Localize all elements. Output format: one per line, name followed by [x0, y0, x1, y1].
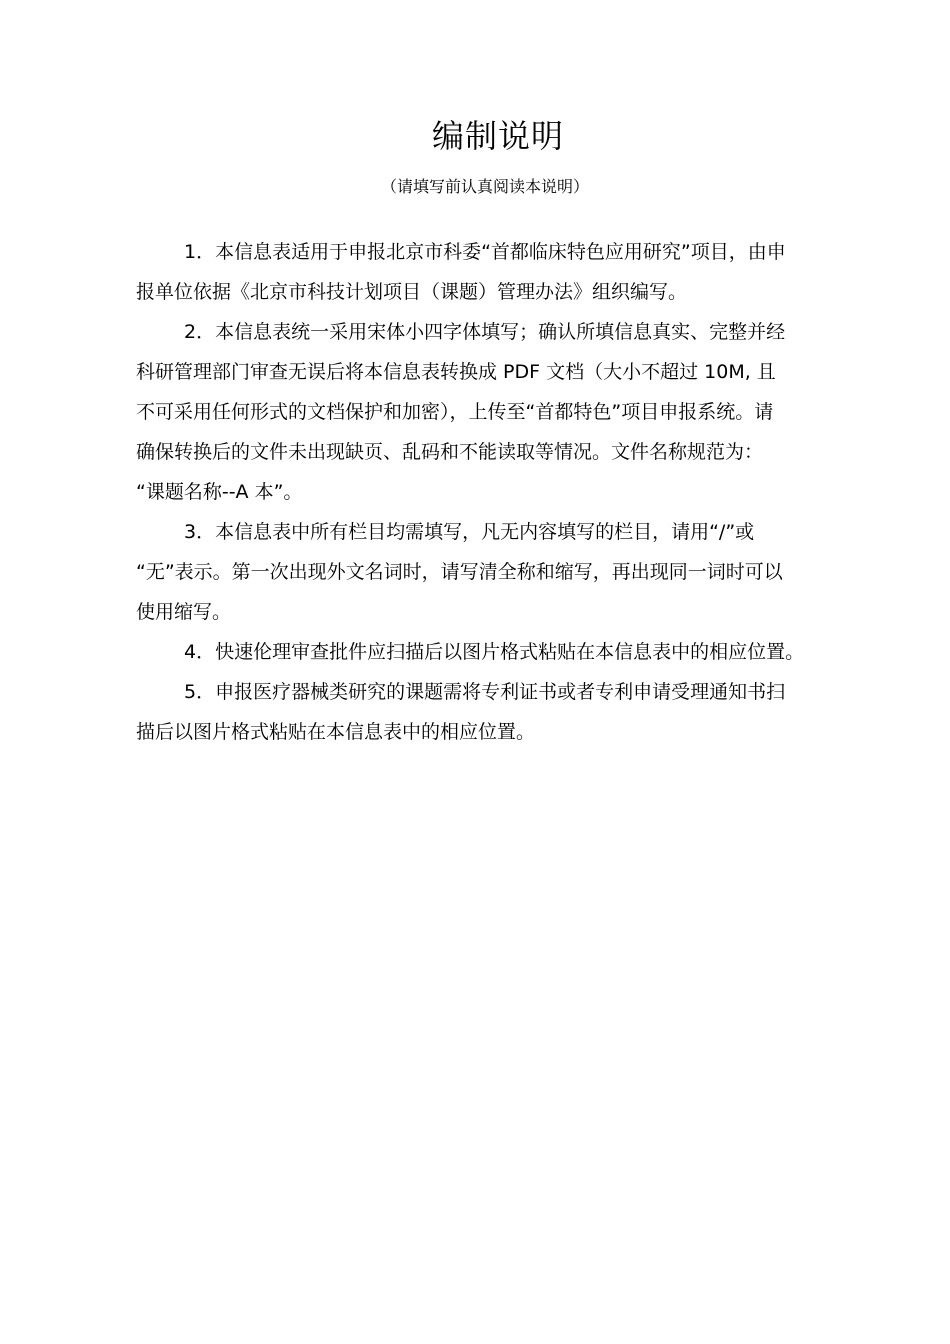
- instructions-body: [136, 232, 866, 752]
- instruction-item-4: 4．快速伦理审查批件应扫描后以图片格式粘贴在本信息表中的相应位置。: [184, 641, 805, 663]
- instruction-item-2: 2．本信息表统一采用宋体小四字体填写；确认所填信息真实、完整并经 科研管理部门审查无误后将本信息表转换成 PDF 文档（大小不超过 10M, 且 不可采用任何形式的文档保护和加密），上传至“首都特色”项目申报系统。请 确保转换后的文件未出现缺页、乱码和不能读取等情况。文件名称规范为： “课题名称--A 本”。: [136, 321, 786, 503]
- instruction-item-1: 1．本信息表适用于申报北京市科委“首都临床特色应用研究”项目，由申 报单位依据《北京市科技计划项目（课题）管理办法》组织编写。: [136, 241, 786, 303]
- instruction-item-3: 3．本信息表中所有栏目均需填写，凡无内容填写的栏目，请用“/”或 “无”表示。第一次出现外文名词时，请写清全称和缩写，再出现同一词时可以 使用缩写。: [136, 521, 783, 623]
- page-title: 编制说明: [431, 117, 564, 155]
- page-subtitle: （请填写前认真阅读本说明）: [380, 177, 589, 196]
- instruction-item-5: 5．申报医疗器械类研究的课题需将专利证书或者专利申请受理通知书扫 描后以图片格式粘贴在本信息表中的相应位置。: [136, 681, 786, 743]
